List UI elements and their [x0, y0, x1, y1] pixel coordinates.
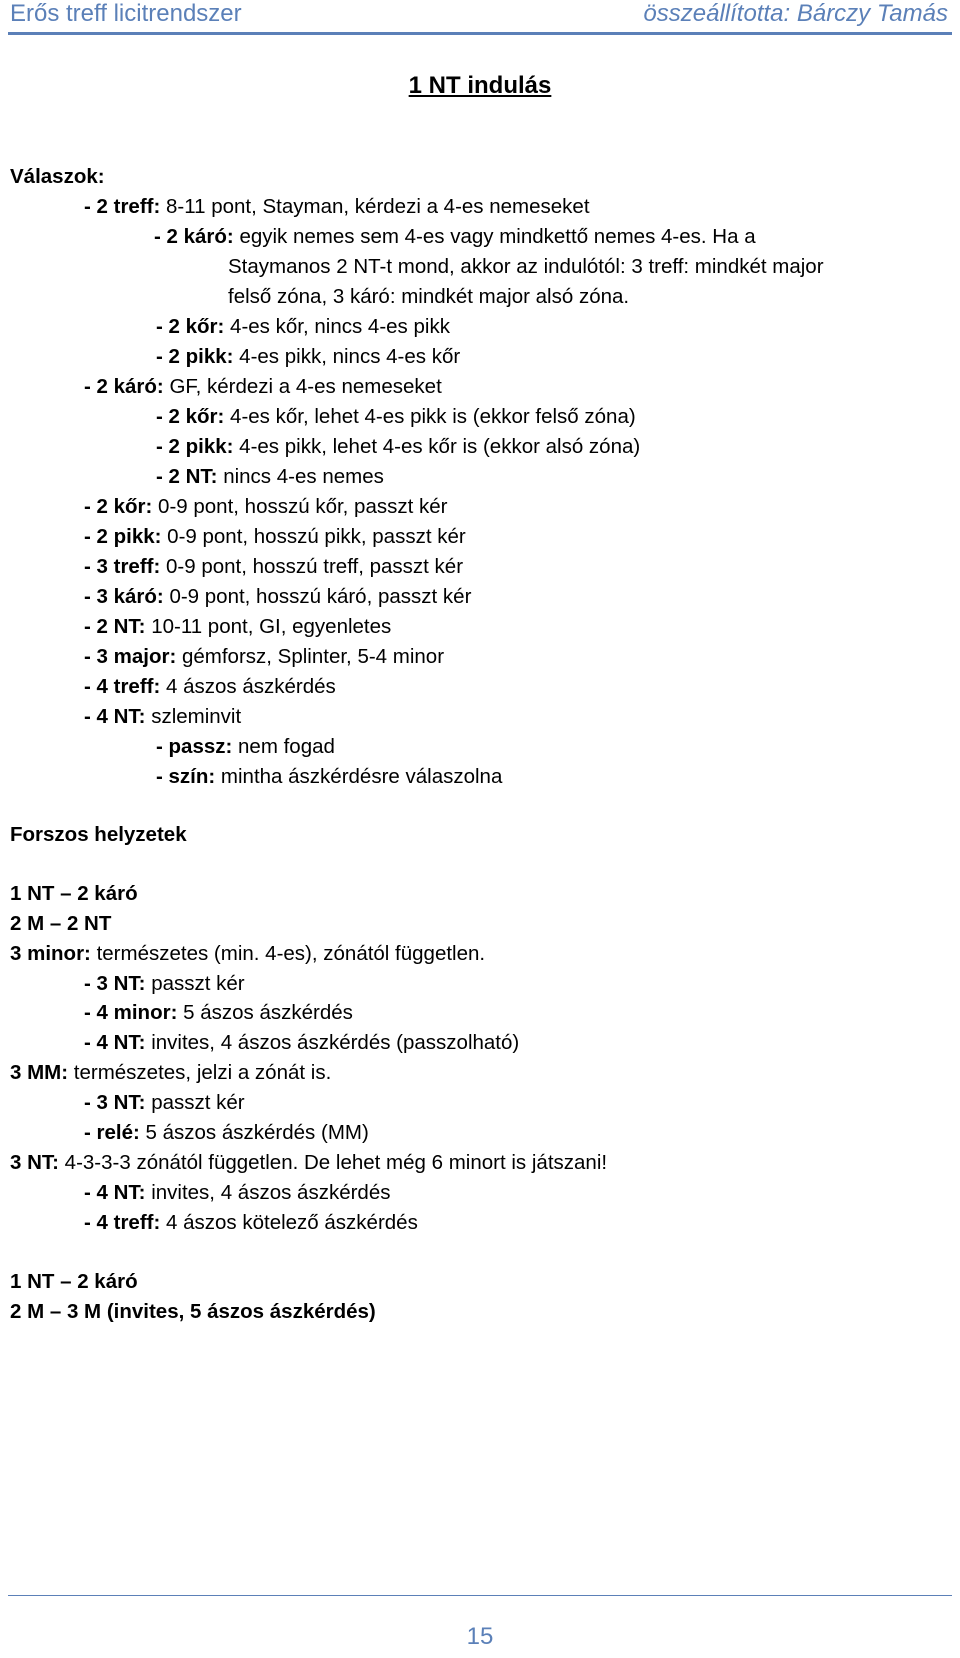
- document-line: [84, 645, 444, 669]
- line-label: - 4 minor:: [84, 1001, 178, 1024]
- line-label: - 2 kőr:: [156, 405, 225, 428]
- line-text: nincs 4-es nemes: [217, 465, 384, 488]
- document-line: [84, 972, 245, 996]
- line-text: 5 ászos ászkérdés (MM): [139, 1121, 369, 1144]
- line-label: - 2 pikk:: [84, 525, 162, 548]
- line-text: 4-3-3-3 zónától független. De lehet még 6 minort is játszani!: [58, 1151, 608, 1174]
- document-line: [156, 465, 384, 489]
- line-text: GF, kérdezi a 4-es nemeseket: [163, 375, 442, 398]
- line-text: passzt kér: [145, 1091, 245, 1114]
- line-text: 4 ászos ászkérdés: [160, 675, 336, 698]
- document-line: [156, 435, 640, 459]
- line-text: egyik nemes sem 4-es vagy mindkettő nemes 4-es. Ha a: [233, 225, 756, 248]
- document-line: [10, 1061, 331, 1085]
- line-label: - 2 pikk:: [156, 345, 234, 368]
- line-label: - 3 treff:: [84, 555, 161, 578]
- line-label: 1 NT – 2 káró: [10, 882, 138, 905]
- line-text: 4-es kőr, lehet 4-es pikk is (ekkor felső zóna): [224, 405, 636, 428]
- line-label: - 4 NT:: [84, 1031, 146, 1054]
- line-label: - 3 NT:: [84, 972, 146, 995]
- footer-divider: [8, 1595, 952, 1596]
- line-label: - 3 NT:: [84, 1091, 146, 1114]
- document-line: [10, 942, 485, 966]
- line-text: természetes, jelzi a zónát is.: [68, 1061, 332, 1084]
- line-label: - relé:: [84, 1121, 140, 1144]
- line-text: 10-11 pont, GI, egyenletes: [145, 615, 392, 638]
- document-line: [84, 675, 336, 699]
- line-text: invites, 4 ászos ászkérdés: [145, 1181, 391, 1204]
- line-label: Forszos helyzetek: [10, 823, 187, 846]
- line-label: - 2 káró:: [154, 225, 234, 248]
- header-author: összeállította: Bárczy Tamás: [643, 0, 948, 27]
- line-text: 8-11 pont, Stayman, kérdezi a 4-es nemeseket: [160, 195, 590, 218]
- line-text: passzt kér: [145, 972, 245, 995]
- line-text: 0-9 pont, hosszú kőr, passzt kér: [152, 495, 448, 518]
- line-label: - 2 NT:: [156, 465, 218, 488]
- line-text: felső zóna, 3 káró: mindkét major alsó zóna.: [228, 285, 630, 308]
- line-label: - 2 pikk:: [156, 435, 234, 458]
- line-text: 4 ászos kötelező ászkérdés: [160, 1211, 418, 1234]
- document-line: [154, 225, 756, 249]
- document-line: [84, 495, 447, 519]
- line-label: - 4 NT:: [84, 1181, 146, 1204]
- document-line: [84, 1001, 353, 1025]
- document-line: [84, 1091, 245, 1115]
- line-text: Staymanos 2 NT-t mond, akkor az indulótól: 3 treff: mindkét major: [228, 255, 824, 278]
- line-label: 1 NT – 2 káró: [10, 1270, 138, 1293]
- header-divider: [8, 32, 952, 35]
- line-text: 4-es pikk, lehet 4-es kőr is (ekkor alsó zóna): [233, 435, 641, 458]
- document-line: [228, 285, 629, 309]
- document-line: [84, 585, 471, 609]
- document-line: [156, 405, 636, 429]
- line-label: - szín:: [156, 765, 216, 788]
- document-line: [84, 555, 463, 579]
- line-text: 4-es kőr, nincs 4-es pikk: [224, 315, 450, 338]
- document-line: [84, 705, 241, 729]
- document-line: [84, 375, 442, 399]
- line-text: szleminvit: [145, 705, 242, 728]
- page-title: 1 NT indulás: [408, 72, 552, 99]
- line-label: - 2 kőr:: [156, 315, 225, 338]
- document-line: [84, 615, 391, 639]
- line-label: 2 M – 2 NT: [10, 912, 112, 935]
- document-line: [84, 195, 590, 219]
- line-text: invites, 4 ászos ászkérdés (passzolható): [145, 1031, 520, 1054]
- document-line: [10, 165, 105, 189]
- line-label: - 3 káró:: [84, 585, 164, 608]
- line-text: gémforsz, Splinter, 5-4 minor: [176, 645, 445, 668]
- line-label: - 4 treff:: [84, 1211, 161, 1234]
- document-line: [10, 1270, 138, 1294]
- line-label: - 4 treff:: [84, 675, 161, 698]
- line-label: Válaszok:: [10, 165, 105, 188]
- line-label: - 2 treff:: [84, 195, 161, 218]
- document-line: [10, 823, 187, 847]
- document-line: [84, 525, 466, 549]
- document-line: [156, 765, 502, 789]
- line-text: 0-9 pont, hosszú treff, passzt kér: [160, 555, 464, 578]
- header-document-title: Erős treff licitrendszer: [10, 0, 242, 27]
- document-line: [156, 735, 335, 759]
- line-label: 3 minor:: [10, 942, 91, 965]
- line-label: - 3 major:: [84, 645, 177, 668]
- document-line: [10, 1300, 376, 1324]
- document-line: [10, 912, 111, 936]
- page-number: 15: [466, 1623, 494, 1650]
- document-line: [84, 1211, 418, 1235]
- line-label: - 2 kőr:: [84, 495, 153, 518]
- document-line: [84, 1181, 390, 1205]
- line-text: természetes (min. 4-es), zónától független.: [90, 942, 486, 965]
- line-text: mintha ászkérdésre válaszolna: [215, 765, 503, 788]
- document-line: [84, 1121, 369, 1145]
- document-line: [156, 315, 450, 339]
- line-label: 3 MM:: [10, 1061, 69, 1084]
- line-text: nem fogad: [232, 735, 335, 758]
- line-label: - passz:: [156, 735, 233, 758]
- document-line: [10, 882, 138, 906]
- line-label: - 2 NT:: [84, 615, 146, 638]
- line-text: 5 ászos ászkérdés: [177, 1001, 353, 1024]
- line-label: 2 M – 3 M (invites, 5 ászos ászkérdés): [10, 1300, 376, 1323]
- line-label: - 4 NT:: [84, 705, 146, 728]
- line-label: - 2 káró:: [84, 375, 164, 398]
- document-line: [156, 345, 460, 369]
- document-line: [10, 1151, 607, 1175]
- line-text: 4-es pikk, nincs 4-es kőr: [233, 345, 461, 368]
- line-text: 0-9 pont, hosszú pikk, passzt kér: [161, 525, 466, 548]
- document-line: [84, 1031, 519, 1055]
- line-label: 3 NT:: [10, 1151, 59, 1174]
- line-text: 0-9 pont, hosszú káró, passzt kér: [163, 585, 472, 608]
- document-line: [228, 255, 824, 279]
